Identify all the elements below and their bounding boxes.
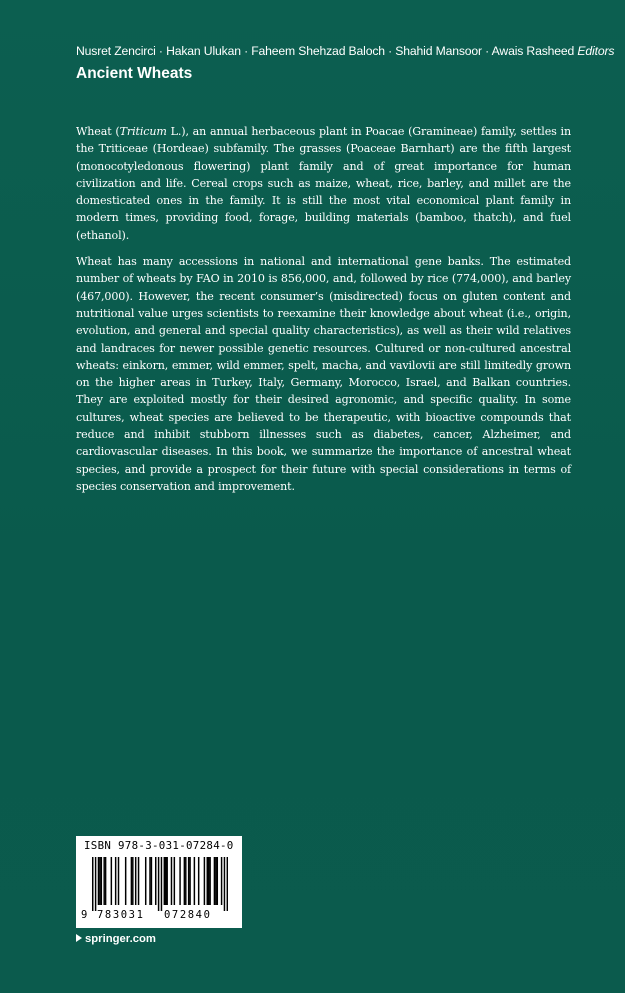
barcode-box bbox=[76, 836, 242, 928]
barcode-bar bbox=[95, 857, 96, 911]
barcode-bar bbox=[131, 857, 132, 905]
barcode-digit-lead: 9 bbox=[81, 909, 88, 921]
blurb-paragraph-1 bbox=[76, 123, 571, 244]
genus-name: Triticum bbox=[119, 125, 167, 138]
barcode-bar bbox=[179, 857, 180, 905]
barcode-bar bbox=[174, 857, 175, 905]
barcode-bar bbox=[194, 857, 195, 905]
barcode-bar bbox=[149, 857, 150, 905]
barcode-bar bbox=[158, 857, 159, 911]
editor-names: Nusret Zencirci · Hakan Ulukan · Faheem Shehzad Baloch · Shahid Mansoor · Awais Rasheed bbox=[76, 44, 575, 58]
editors-role: Editors bbox=[577, 44, 615, 58]
editors-line bbox=[76, 44, 615, 58]
barcode-bar bbox=[145, 857, 146, 905]
arrow-right-icon bbox=[76, 934, 82, 942]
barcode-bar bbox=[135, 857, 136, 905]
barcode-bar bbox=[171, 857, 172, 905]
barcode-bar bbox=[224, 857, 225, 911]
barcode-bar bbox=[132, 857, 133, 905]
blurb-p1-prefix: Wheat ( bbox=[76, 125, 120, 138]
barcode-bar bbox=[111, 857, 112, 905]
barcode-icon bbox=[92, 857, 228, 911]
barcode-bar bbox=[138, 857, 139, 905]
barcode-bar bbox=[189, 857, 190, 905]
blurb-paragraph-2: Wheat has many accessions in national and international gene banks. The estimated number of wheats by FAO in 2010 is 856,000, and, followed by rice (774,000), and barley (467,000). However, the recent consumer’s (misdirected) focus on gluten content and nutritional value urges scientists to reexamine their knowledge about wheat (i.e., origin, evolution, and general and special quality characteristics), as well as their wild relatives and landraces for newer possible genetic resources. Cultured or non-cultured ancestral wheats: einkorn, emmer, wild emmer, spelt, macha, and vavilovii are still limitedly grown on the higher areas in Turkey, Italy, Germany, Morocco, Israel, and Balkan countries. They are exploited mostly for their desired agronomic, and specific quality. In some cultures, wheat species are believed to be therapeutic, with bioactive compounds that reduce and inhibit stubborn illnesses such as diabetes, cancer, Alzheimer, and cardiovascular diseases. In this book, we summarize the importance of ancestral wheat species, and provide a prospect for their future with special considerations in terms of species conservation and improvement. bbox=[76, 255, 571, 493]
barcode-bar bbox=[214, 857, 215, 905]
barcode-bar bbox=[118, 857, 119, 905]
publisher-url[interactable]: springer.com bbox=[85, 933, 156, 945]
barcode-bar bbox=[103, 857, 104, 905]
publisher-link[interactable] bbox=[76, 933, 156, 945]
isbn-label: ISBN 978-3-031-07284-0 bbox=[84, 839, 234, 852]
blurb bbox=[76, 123, 571, 504]
barcode-bar bbox=[221, 857, 222, 905]
barcode-bar bbox=[105, 857, 106, 905]
barcode-bar bbox=[92, 857, 93, 911]
barcode-bar bbox=[164, 857, 165, 905]
barcode-bar bbox=[227, 857, 228, 911]
barcode-bar bbox=[151, 857, 152, 905]
barcode-bar bbox=[125, 857, 126, 905]
barcode-bar bbox=[209, 857, 210, 905]
barcode-bar bbox=[198, 857, 199, 905]
book-title: Ancient Wheats bbox=[76, 65, 193, 82]
barcode-bar bbox=[188, 857, 189, 905]
barcode-bar bbox=[99, 857, 100, 905]
barcode-bar bbox=[185, 857, 186, 905]
barcode-bar bbox=[184, 857, 185, 905]
barcode-bar bbox=[204, 857, 205, 905]
barcode-digits-left: 783031 bbox=[97, 909, 145, 921]
barcode-bar bbox=[101, 857, 102, 905]
blurb-p1-rest: L.), an annual herbaceous plant in Poacae (Gramineae) family, settles in the Triticeae (Hordeae) subfamily. The grasses (Poaceae Barnhart) are the fifth largest (monocotyledonous flowering) plant family and of great importance for human civilization and life. Cereal crops such as maize, wheat, rice, barley, and millet are the domesticated ones in the family. It is still the most vital economical plant family in modern times, providing food, forage, building materials (bamboo, thatch), and fuel (ethanol). bbox=[76, 125, 571, 242]
barcode-digits-right: 072840 bbox=[164, 909, 212, 921]
barcode-bar bbox=[208, 857, 209, 905]
barcode-bar bbox=[166, 857, 167, 905]
barcode-bar bbox=[98, 857, 99, 905]
barcode-bar bbox=[161, 857, 162, 911]
barcode-bar bbox=[215, 857, 216, 905]
barcode-bar bbox=[165, 857, 166, 905]
barcode-bar bbox=[155, 857, 156, 905]
barcode-bar bbox=[115, 857, 116, 905]
barcode-bar bbox=[217, 857, 218, 905]
barcode-bar bbox=[207, 857, 208, 905]
